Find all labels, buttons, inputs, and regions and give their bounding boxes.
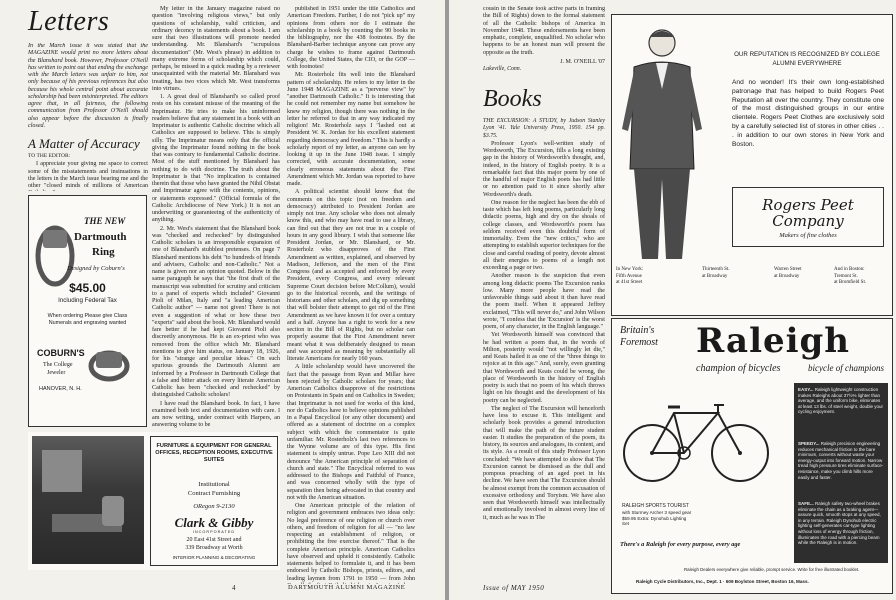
rogers-store: [834, 267, 888, 287]
letter-title: A Matter of Accuracy: [28, 136, 140, 151]
rogers-reputation: OUR REPUTATION IS RECOGNIZED BY COLLEGE ALUMNI EVERYWHERE: [734, 51, 880, 67]
gibby-address-2: 339 Broadway at Worth: [185, 545, 243, 551]
books-heading: Books: [483, 86, 542, 112]
letter-signature: J. M. O'NEILL '07: [560, 58, 605, 65]
store-line: at Broadway: [702, 273, 728, 279]
store-line: at 41st Street: [616, 280, 643, 285]
review-paragraph: Another reason is the suspicion that even among long didactic poems The Excursion ranks low. Many more people have read the unfavorable things said about it than have read the poem itself. When it appeared Jeffrey exclaimed, "This will never do," and John Wilson wrote, "I confess that the 'Excursion' is the worst poem, of any character, in the English language.": [483, 273, 605, 330]
store-line: Tremont St.: [834, 273, 858, 279]
feature-title: EASY...: [798, 387, 814, 392]
letters-heading: Letters: [28, 6, 110, 37]
raleigh-feature: [798, 441, 884, 480]
store-name: Thirteenth St.: [702, 267, 730, 272]
raleigh-features: [794, 383, 888, 563]
letter-paragraph: I have read the Blanshard book. In fact, I have examined both text and documentation with care. I am now writing, under contract with Harpers, an answering volume to be: [152, 400, 280, 429]
letter-column-3: [287, 6, 415, 584]
ring-ad-price: $45.00: [69, 281, 106, 295]
gibby-service: INTERIOR PLANNING & DECORATING: [172, 555, 256, 560]
right-page: [449, 0, 896, 600]
raleigh-britains: Britain's: [620, 325, 655, 336]
store-line: at Bromfield St.: [834, 280, 867, 285]
letter-paragraph: Mr. Rosterholz fits well into the Blanshard pattern of scholarship. He refers to my letter in the June 1948 MAGAZINE as a "perverse view" by "another Dartmouth Catholic." It is interesting that he could not remember my name but somehow he knew my religion, though there was nothing in the letter he referred to that in any way indicated my religion! Mr. Rosterholz says I "lashed out at President W. K. Jordan for his excellent statement regarding democracy and freedom." This is hardly a scholarly report of my letter, as anyone can see by looking it up in the June 1948 issue. I simply corrected, with accurate documentation, some clearly erroneous statements about the First Amendment which Mr. Jordan was reported to have made.: [287, 72, 415, 187]
ring-ad-town: HANOVER, N. H.: [39, 386, 82, 392]
rogers-store: [702, 267, 768, 280]
letter-paragraph: My letter in the January magazine raised no question "involving religious views," but only questions of scholarship, valid criticism, and ordinary decency in statements about a book. I am sure that two illustrations will promote needed understanding. Mr. Blanshard's "scrupulous documentation" (Mr. West's phrase) in addition to many extreme forms of scholarship which could, perhaps, be missed in a quick reading by a reviewer unacquainted with the material Mr. Blanshard was treating, has two vices which Mr. West transforms into virtues.: [152, 6, 280, 92]
raleigh-address: Raleigh Cycle Distributors, Inc., Dept. 1 · 609 Boylston Street, Boston 16, Mass.: [636, 579, 809, 584]
raleigh-dealers: Raleigh Dealers everywhere give reliable, prompt service. Write for free illustrated booklet.: [684, 567, 860, 572]
ring-ad-ring: Ring: [92, 246, 115, 258]
ring-ad-tax: Including Federal Tax: [58, 297, 117, 304]
review-paragraph: Yet Wordsworth himself was convinced that he had written a poem that, in the words of Milton, posterity would "not willingly let die," and Keats hailed it as one of the "three things to rejoice at in this age." And, surely, even granting that Wordsworth and Keats could be wrong, the place of Wordsworth in the history of English poetry is such that no poem of his which throws light on his thought and the development of his poetry can be neglected.: [483, 332, 605, 404]
raleigh-model: RALEIGH SPORTS TOURIST: [622, 503, 689, 509]
feature-text: Raleigh safety two-wheel brakes eliminate the chain as a braking agent—assure quick, smooth stops at any speed, in any terrain. Raleigh Dynohub electric lighting self-generates car-type lighting without loss of energy through friction, illuminates the road with a piercing beam while the Raleigh is in motion.: [798, 501, 881, 546]
rogers-store-list: [616, 267, 888, 307]
photo-chair: [102, 496, 124, 526]
feature-text: Raleigh lightweight construction makes Raleighs about 37½% lighter than average, and the uniform bike, eliminates at least 13 lbs. of steel weight, double your cycling enjoyment.: [798, 387, 884, 415]
letter-closing-paragraph: cousin in the Senate took active parts in framing the Bill of Rights) down to the formal statement of all the Catholic bishops of America in November 1948. These endorsements have been emphatic, complete, unqualified. No scholar who happens to be an honest man will present the opposite as the truth.: [483, 6, 605, 56]
gentleman-illustration: [614, 19, 710, 269]
letter-paragraph: published in 1951 under the title Catholics and American Freedom. Further, I do not "pick up" my opinions from others nor do I estimate the scholarship in a book by counting the 90 books in the bibliography, nor the 438 footnotes. By the Blanshard-Barber technique anyone can prove any charge he wishes to frame against Dartmouth College, the United States, the CIO, or the GOP — with footnotes!: [287, 6, 415, 70]
feature-text: Raleigh precision engineering reduces mechanical friction to the bare minimum, converts without waste your energy-output into forward motion. Narrow tread high pressure tires eliminate surface-resistance, make you climb hills more easily and faster.: [798, 441, 884, 480]
letter-paragraph: One American principle of the relation of religion and government embraces two ideas only: No legal preference of one religion or church over others, and freedom of religion for all — "no law respecting an establishment of religion, or prohibiting the free exercise thereof." That is the complete American principle. American Catholics have observed and upheld it consistently. Catholic statements helped to formulate it, and it has been endorsed by Catholic Bishops, priests, editors, and leading laymen from 1791 to 1950 — from John: [287, 503, 415, 582]
running-title: DARTMOUTH ALUMNI MAGAZINE: [288, 584, 406, 591]
raleigh-feature: [798, 387, 884, 415]
rogers-peet-ad: [611, 14, 893, 316]
letter-paragraph: A little scholarship would have uncovered the fact that the passage from Ryan and Millar have been rejected by Catholic scholars for years; that American Catholics disapprove of the restrictions on Protestants in Spain and on Catholics in Sweden; that Imprimatur is not used for works of this kind, nor do Catholics have to believe opinions published in a Papal Encyclical (or any other document) and offered as a statement of doctrine on a complex subject with which the commentator is quite unfamiliar. Mr. Rosterholz's last two references to the Wynne volume are of this type. His first statement is simply untrue. Pope Leo XIII did not denounce "the American principle of separation of church and state." The Encyclical referred to was addressed to the Bishops and Faithful of France, and was concerned wholly with the type of separation then being advocated in that country and not with the American situation.: [287, 364, 415, 501]
raleigh-specs: with Sturmey Archer 3 speed gear $59.95 Extra: Dynohub Lighting Set: [622, 510, 692, 527]
gibby-heading: FURNITURE & EQUIPMENT FOR GENERAL OFFICES, RECEPTION ROOMS, EXECUTIVE SUITES: [155, 443, 273, 463]
review-paragraph: One reason for the neglect has been the ebb of taste which has left long poems, particularly long didactic poems, high and dry on the shoals of college classes, and Wordsworth's poem has seldom received even this doubtful form of immortality. Even the "new critics," who are attempting to establish superior techniques for the close and careful reading of poetry, devote almost all their energies to poems of a length not exceeding a page or two.: [483, 199, 605, 271]
rogers-body: And no wonder! It's their own long-established patronage that has helped to build Rogers Peet Reputation all over the country. They constitute one of the most distinguished groups in our entire clientele. Rogers Peet Clothes are exclusively sold by a carefully selected list of stores in other cities . . . in addition to our own stores in New York and Boston.: [732, 79, 884, 148]
letter-paragraph: 1. A great deal of Blanshard's so called proof rests on his constant misuse of the meaning of the Imprimatur. He tries to make his uninformed readers believe that any statement in a book with an Imprimatur is authentic Catholic doctrine which all Catholics are supposed to believe. This is simply silly. The Imprimatur means only that the official giving the Imprimatur found nothing in the book that was contrary to fundamental Catholic doctrine. Most of the stuff mentioned by Blanshard has nothing to do with doctrine. The truth about the Imprimatur is that "No implication is contained therein that those who have granted the Nihil Obstat and Imprimatur agree with the contents, opinions, or statements expressed." (Official formula of the Catholic Archdiocese of New York.) It is not an underwriting or guaranteeing of the authenticity of anything.: [152, 94, 280, 224]
letter-location: Lakeville, Conn.: [483, 66, 522, 72]
raleigh-ad: [611, 318, 893, 594]
store-name: In New York:: [616, 267, 644, 272]
letter-column-2: [152, 6, 280, 460]
ring-ad-college: The College: [43, 362, 73, 368]
rogers-makers: Makers of fine clothes: [779, 232, 837, 239]
ring-ad-coburns: COBURN'S: [37, 348, 85, 358]
letter-continuation: [483, 6, 605, 82]
letter-opening: [28, 153, 148, 191]
gibby-logo: Clark & Gibby: [174, 515, 254, 530]
gibby-incorporated: INCORPORATED: [192, 530, 236, 534]
letter-paragraph: 2. Mr. West's statement that the Blanshard book was "checked and rechecked" by distinguished Catholic scholars is an irresponsible expansion of one of Blanshard's stubblest pretenses. On page 7 Blanshard mentions his debt "to hundreds of friends and advisers, Catholic and non-Catholic." Not a name is given nor an opinion quoted. Below in the same paragraph he says that "the first draft of the manuscript was submitted for scrutiny and criticism to a panel of experts which included" Giovanni Pioli of Milan, Italy and "a leading American Catholic author" — name not given! There is not even a suggestion of what or how these two "experts" said about the book. Mr. Blanshard would fare better if he had kept Giovanni Pioli also discreetly anonymous. He is an ex-priest who was removed from the office which Mr. Blanshard mentions to give him status, on January 18, 1926, for his "strange and peculiar ideas." On such spurious grounds the Dartmouth Alumni are informed by a Professor in Dartmouth College that a false and bitter attack on every literate American Catholic has been "checked and rechecked" by distinguished Catholic scholars!: [152, 225, 280, 399]
letter-col1-paragraph: I appreciate your giving me space to correct some of the misstatements and insinuations in the letters in the March issue bearing me and the other "closed minds of millions of American: [28, 161, 148, 189]
rogers-store: [616, 267, 682, 287]
left-page: [0, 0, 445, 600]
gibby-contract: Contract Furnishing: [187, 490, 241, 497]
raleigh-tagline-a: champion of bicycles: [696, 363, 781, 374]
dartmouth-ring-ad: [28, 195, 147, 427]
review-paragraph: The neglect of The Excursion will henceforth have less to excuse it. This intelligent and scholarly book provides a general introduction that will make the path of the future student easier. It studies the preparation of the poem, its history, its sources and analogues, its content, and its style. As a result of this study Professor Lyon concluded: "We have attempted to show that The Excursion cannot be dismissed as the dull and pompous preaching of an aged poet in his decline. We have seen that The Excursion should be almost exempt from the common accusation of excessive orthodoxy and Toryism. We have also seen that Wordsworth himself was intellectually and emotionally involved in almost every line of it, much as he was in The: [483, 405, 605, 521]
left-page-number: 4: [232, 584, 236, 592]
raleigh-slogan: There's a Raleigh for every purpose, every age: [620, 541, 741, 548]
to-the-editor: TO THE EDITOR:: [28, 153, 71, 159]
feature-title: SPEEDY...: [798, 441, 820, 446]
ring-ad-designed: Designed by Coburn's: [67, 265, 125, 272]
store-line: Fifth Avenue: [616, 273, 642, 279]
gibby-phone: ORegon 9-2130: [193, 503, 235, 510]
office-photo: [32, 436, 144, 564]
review-paragraph: Professor Lyon's well-written study of Wordsworth, The Excursion, fills a long existing gap in the history of Wordsworth's thought, and, indeed, in the history of English poetry. It is a remarkable fact that this major poem by one of the handful of major English poets has had little or no attention paid to it since shortly after Wordsworth's death.: [483, 140, 605, 198]
clark-gibby-ad: [28, 432, 280, 570]
gibby-institutional: Institutional: [198, 481, 230, 488]
store-name: Warren Street: [774, 267, 802, 272]
photo-window: [42, 450, 82, 492]
issue-date: Issue of MAY 1950: [483, 584, 545, 592]
rogers-store: [774, 267, 830, 280]
store-line: at Broadway: [774, 273, 800, 279]
ring-ad-dartmouth: Dartmouth: [74, 231, 127, 243]
gibby-address-1: 20 East 41st Street and: [186, 537, 242, 543]
rogers-logo-line2: Company: [772, 212, 844, 230]
ring-ad-new: THE NEW: [84, 216, 126, 226]
raleigh-brand: Raleigh: [696, 321, 851, 361]
rogers-logo-box: [732, 187, 884, 247]
raleigh-tagline-b: bicycle of champions: [808, 363, 884, 373]
feature-title: SAFE...: [798, 501, 814, 506]
ring-ad-ordering: When ordering Please give Class Numerals and engraving wanted: [47, 313, 128, 326]
raleigh-foremost: Foremost: [620, 337, 658, 348]
rogers-logo-line1: Rogers Peet: [762, 196, 854, 214]
raleigh-feature: [798, 501, 884, 546]
book-review: [483, 118, 605, 560]
bicycle-illustration: [618, 383, 778, 493]
gibby-text-box: [150, 436, 278, 566]
store-name: And in Boston:: [834, 267, 865, 272]
book-citation: THE EXCURSION: A STUDY, by Judson Stanley Lyon '41. Yale University Press, 1950. 154 pp. $3.75.: [483, 118, 605, 139]
ring-ad-jeweler: Jeweler: [47, 370, 66, 376]
letters-intro: In the March issue it was stated that the MAGAZINE would print no more letters about the Blanshard book. However, Professor O'Neill has written to point out that ending the exchange with the March letters was unfair to him, not only because of his previous references but also because his whole central point about accurate scholarship had been misinterpreted. The editors agree that, in all fairness, the following communication from Professor O'Neill should also appear before the discussion is finally closed.: [28, 43, 148, 129]
letter-paragraph: A political scientist should know that the comments on this topic (not on freedom and democracy) attributed to President Jordan are simply not true. Any scholar who does not already know this, and who may have read to use a library, can find out that they are not true in a couple of hours in any good library. I wish that someone like President Jordan, or Mr. Blanshard, or Mr. Rosterholz who disapproves of the First Amendment as written, explained, and observed by Madison, Jefferson, and the men of the First Congress (and as accepted and enforced by every President, every Congress, and every relevant Supreme Court decision before McCollum), would go to the historical records, and the writings of historians and other scholars, and dig up something that will bolster their attempt to get rid of the First Amendment as we have known it for over a century and a half. Anyone has a right to work for a new section in the Bill of Rights, but no scholar can properly assume that the First Amendment never meant what it was deliberately designed to mean and was accepted as meaning by substantially all literate Americans for nearly 160 years.: [287, 189, 415, 362]
